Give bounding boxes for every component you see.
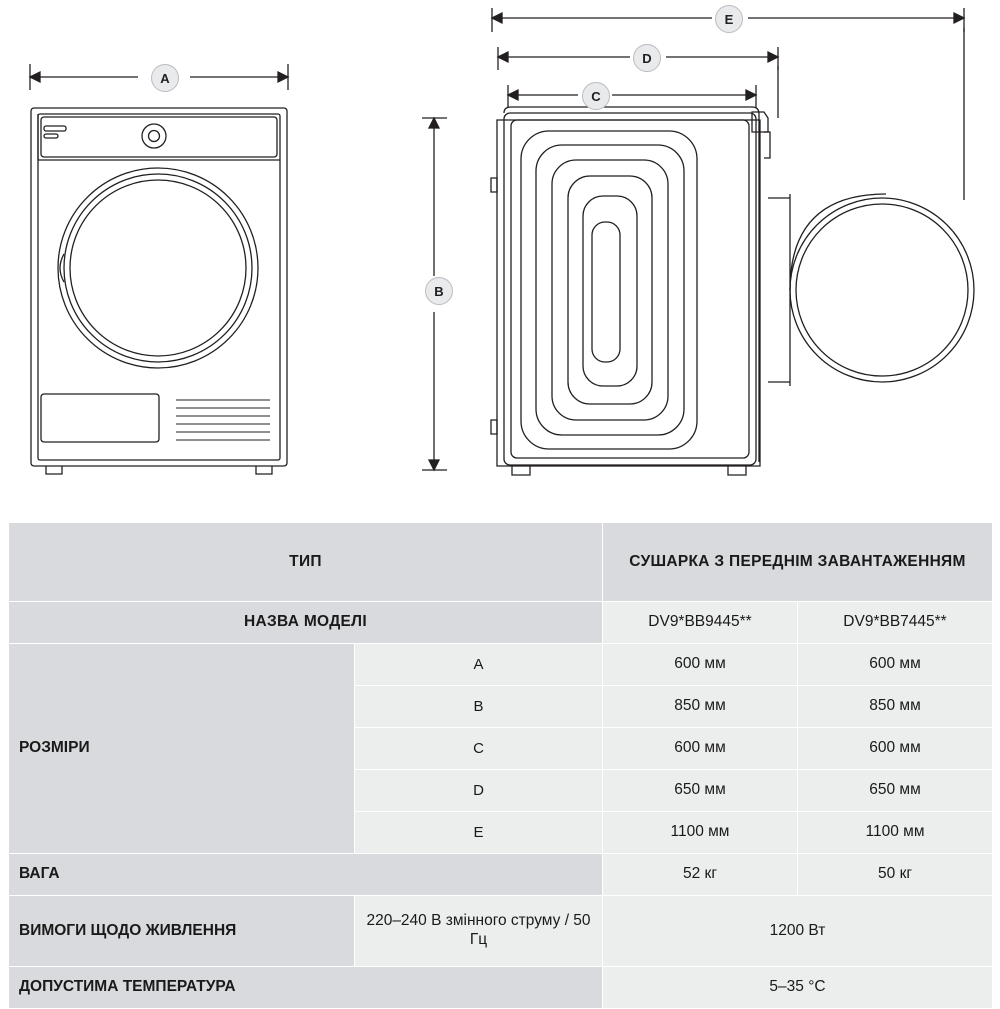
dimension-b-value-1: 850 мм [603, 686, 798, 728]
dimension-d-value-2: 650 мм [798, 770, 993, 812]
table-row-power [9, 896, 993, 967]
model-label: НАЗВА МОДЕЛІ [9, 602, 603, 644]
dimension-a-value-1: 600 мм [603, 644, 798, 686]
weight-value-1: 52 кг [603, 854, 798, 896]
weight-value-2: 50 кг [798, 854, 993, 896]
dimension-badge-b: B [425, 277, 453, 305]
power-input-value: 220–240 В змінного струму / 50 Гц [355, 896, 603, 967]
table-row-model [9, 602, 993, 644]
type-value: СУШАРКА З ПЕРЕДНІМ ЗАВАНТАЖЕННЯМ [603, 523, 993, 602]
table-row-dimension-a [9, 644, 993, 686]
dimension-c-value-2: 600 мм [798, 728, 993, 770]
dimension-badge-a: A [151, 64, 179, 92]
table-row-type [9, 523, 993, 602]
dimension-c-value-1: 600 мм [603, 728, 798, 770]
dimension-key-b: B [355, 686, 603, 728]
temperature-label: ДОПУСТИМА ТЕМПЕРАТУРА [9, 967, 603, 1009]
dimension-badge-c: C [582, 82, 610, 110]
table-row-weight [9, 854, 993, 896]
dimension-key-d: D [355, 770, 603, 812]
table-row-temperature [9, 967, 993, 1009]
dimension-key-e: E [355, 812, 603, 854]
dimension-e-value-1: 1100 мм [603, 812, 798, 854]
dimension-a-value-2: 600 мм [798, 644, 993, 686]
type-label: ТИП [9, 523, 603, 602]
dimension-b-value-2: 850 мм [798, 686, 993, 728]
model-name-1: DV9*BB9445** [603, 602, 798, 644]
dimension-badge-d: D [633, 44, 661, 72]
specification-table [8, 522, 993, 1009]
dimension-badge-e: E [715, 5, 743, 33]
dimension-key-c: C [355, 728, 603, 770]
dimension-key-a: A [355, 644, 603, 686]
model-name-2: DV9*BB7445** [798, 602, 993, 644]
temperature-value: 5–35 °C [603, 967, 993, 1009]
dimensions-label: РОЗМІРИ [9, 644, 355, 854]
power-label: ВИМОГИ ЩОДО ЖИВЛЕННЯ [9, 896, 355, 967]
power-consumption-value: 1200 Вт [603, 896, 993, 967]
dimension-e-value-2: 1100 мм [798, 812, 993, 854]
dimension-d-value-1: 650 мм [603, 770, 798, 812]
weight-label: ВАГА [9, 854, 603, 896]
